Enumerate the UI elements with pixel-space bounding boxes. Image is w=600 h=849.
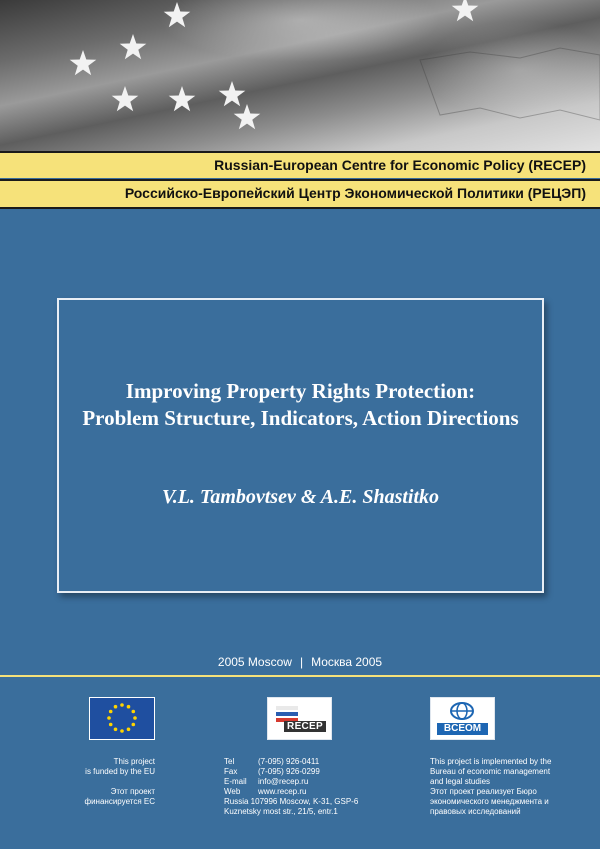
impl-ru-1: Этот проект реализует Бюро [430,787,537,796]
year-en: 2005 Moscow [217,655,292,669]
contact-web: Web www.recep.ru [224,787,307,796]
map-outline [420,48,600,120]
impl-en-3: and legal studies [430,777,491,786]
year-separator: | [299,655,304,669]
footer-divider [0,675,600,677]
title-box [57,298,544,593]
funded-en-2: is funded by the EU [85,767,155,776]
impl-en-1: This project is implemented by the [430,757,552,766]
document-title [59,378,542,432]
star-icon [234,104,261,129]
impl-ru-2: экономического менеджмента и [430,797,549,806]
implementer-note [430,757,551,817]
contact-info [224,757,358,817]
funding-note [85,757,156,807]
star-icon [169,86,196,111]
address-line-1: Russia 107996 Moscow, K-31, GSP-6 [224,797,359,806]
bceom-globe-icon [431,698,494,724]
bceom-logo-text: BCEOM [437,723,488,735]
recep-logo [267,697,332,740]
star-icon [219,81,246,106]
star-icon [70,50,97,75]
org-name-ru-bar [0,179,600,209]
address-line-2: Kuznetsky most str., 21/5, entr.1 [224,807,338,816]
funded-ru-2: финансируется ЕС [84,797,155,806]
impl-ru-3: правовых исследований [430,807,521,816]
flag-stars [0,0,600,152]
org-name-en: Russian-European Centre for Economic Policy (RECEP) [214,157,586,173]
bceom-logo [430,697,495,740]
funded-en-1: This project [113,757,155,766]
publication-year [0,655,600,669]
contact-email: E-mail info@recep.ru [224,777,309,786]
funded-ru-1: Этот проект [110,787,155,796]
title-line-2: Problem Structure, Indicators, Action Directions [82,406,519,430]
contact-tel: Tel (7-095) 926-0411 [224,757,320,766]
eu-flag-banner [0,0,600,152]
star-icon [452,0,479,21]
org-name-ru: Российско-Европейский Центр Экономической Политики (РЕЦЭП) [124,185,586,201]
recep-logo-text: RECEP [284,721,326,732]
impl-en-2: Bureau of economic management [430,767,551,776]
eu-logo [89,697,155,740]
authors: V.L. Tambovtsev & A.E. Shastitko [161,486,440,508]
eu-stars-icon [90,698,154,739]
title-line-1: Improving Property Rights Protection: [125,379,476,403]
star-icon [164,2,191,27]
star-icon [120,34,147,59]
contact-fax: Fax (7-095) 926-0299 [224,767,320,776]
year-ru: Москва 2005 [311,655,383,669]
org-name-en-bar [0,151,600,178]
star-icon [112,86,139,111]
